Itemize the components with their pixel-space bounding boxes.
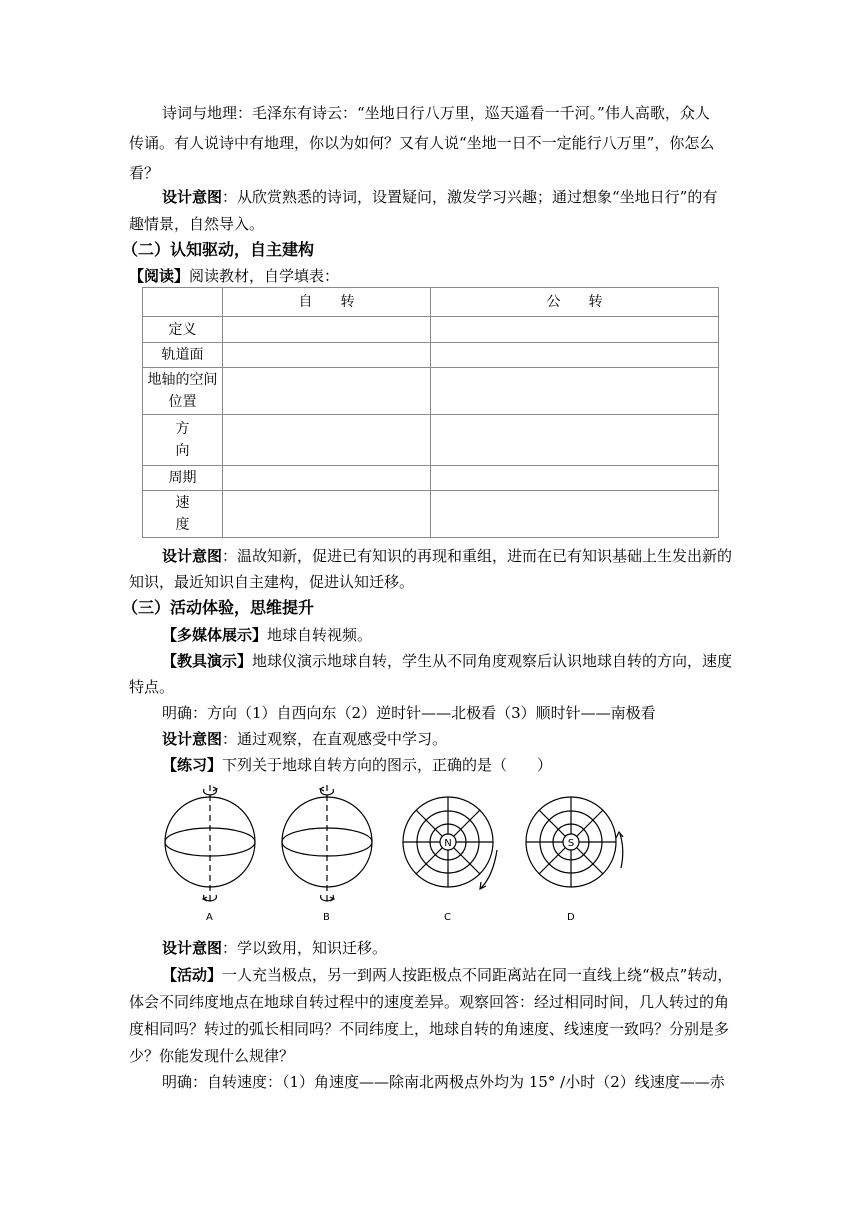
demo-line-2: 特点。 [129,678,175,696]
exercise-text: 下列关于地球自转方向的图示，正确的是（ ） [222,756,553,774]
design-intent-2 [162,546,732,566]
figure-label-b: B [323,912,330,923]
design-intent-text: ：从欣赏熟悉的诗词，设置疑问，激发学习兴趣；通过想象“坐地日行”的有 [222,188,718,206]
table-cell[interactable] [223,368,431,415]
design-intent-text: ：温故知新，促进已有知识的再现和重组，进而在已有知识基础上生发出新的 [222,547,733,565]
table-cell[interactable] [223,415,431,466]
table-cell[interactable] [431,466,719,491]
intro-line-2: 传诵。有人说诗中有地理，你以为如何？又有人说“坐地一日不一定能行八万里”，你怎么 [129,134,715,152]
intro-line-3: 看？ [129,164,160,182]
globe-b[interactable] [282,785,372,905]
row-label: 轨道面 [143,343,223,368]
media-text: 地球自转视频。 [267,626,373,644]
activity-line-3: 度相同吗？转过的弧长相同吗？不同纬度上，地球自转的角速度、线速度一致吗？分别是多 [129,1020,730,1038]
row-label: 地轴的空间 位置 [143,368,223,415]
earth-rotation-figures [155,780,655,930]
table-row [143,466,719,491]
table-cell[interactable] [431,491,719,538]
table-cell[interactable] [223,317,431,343]
media-tag: 【多媒体展示】 [162,626,268,644]
intro-line-1: 诗词与地理：毛泽东有诗云：“坐地日行八万里，巡天遥看一千河。”伟人高歌，众人 [162,104,710,122]
table-cell[interactable] [223,491,431,538]
table-cell[interactable] [431,317,719,343]
table-header-cell: 公 转 [431,288,719,317]
design-intent-4 [162,938,387,958]
exercise-line [162,755,552,775]
clarify-direction: 明确：方向（1）自西向东（2）逆时针——北极看（3）顺时针——南极看 [162,704,656,722]
table-cell[interactable] [431,368,719,415]
table-header-cell [143,288,223,317]
activity-line-4: 少？你能发现什么规律？ [129,1047,295,1065]
design-intent-label: 设计意图 [162,730,223,748]
rotation-revolution-table [142,287,719,538]
exercise-tag: 【练习】 [162,756,223,774]
table-cell[interactable] [223,466,431,491]
section-3-title: （三）活动体验，思维提升 [122,598,315,617]
north-pole-label: N [444,838,452,849]
table-cell[interactable] [431,415,719,466]
demo-text: 地球仪演示地球自转，学生从不同角度观察后认识地球自转的方向，速度 [252,652,733,670]
table-cell[interactable] [223,343,431,368]
demo-tag: 【教具演示】 [162,652,253,670]
table-row [143,317,719,343]
row-label: 定义 [143,317,223,343]
row-label: 速 度 [143,491,223,538]
design-intent-label: 设计意图 [162,188,223,206]
design-intent-label: 设计意图 [162,939,223,957]
row-label: 周期 [143,466,223,491]
demo-line-1 [162,651,732,671]
design-intent-3 [162,729,447,749]
table-header-row [143,288,719,317]
reading-line [129,266,339,286]
reading-tag: 【阅读】 [129,267,190,285]
section-2-title: （二）认知驱动，自主建构 [122,240,315,259]
table-header-cell: 自 转 [223,288,431,317]
figure-label-d: D [567,912,575,923]
table-row [143,368,719,415]
design-intent-text: ：学以致用，知识迁移。 [222,939,388,957]
reading-text: 阅读教材，自学填表： [189,267,340,285]
figure-label-c: C [444,912,451,923]
table-row [143,343,719,368]
figure-label-a: A [206,912,213,923]
activity-tag: 【活动】 [162,966,223,984]
design-intent-1 [162,187,717,207]
south-pole-label: S [567,838,575,849]
design-intent-text: ：通过观察，在直观感受中学习。 [222,730,448,748]
activity-line-1 [162,965,732,985]
design-intent-label: 设计意图 [162,547,223,565]
media-line [162,625,372,645]
table-cell[interactable] [431,343,719,368]
globe-a[interactable] [165,785,255,905]
design-intent-2-line-2: 知识，最近知识自主建构，促进认知迁移。 [129,573,415,591]
row-label: 方 向 [143,415,223,466]
activity-text: 一人充当极点，另一到两人按距极点不同距离站在同一直线上绕“极点”转动， [222,966,733,984]
table-row [143,491,719,538]
table-row [143,415,719,466]
activity-line-2: 体会不同纬度地点在地球自转过程中的速度差异。观察回答：经过相同时间，几人转过的角 [129,993,730,1011]
design-intent-1-line-2: 趣情景，自然导入。 [129,215,265,233]
clarify-speed: 明确：自转速度：（1）角速度——除南北两极点外均为 15° /小时（2）线速度——赤 [162,1073,725,1091]
polar-view-d[interactable] [526,797,623,887]
